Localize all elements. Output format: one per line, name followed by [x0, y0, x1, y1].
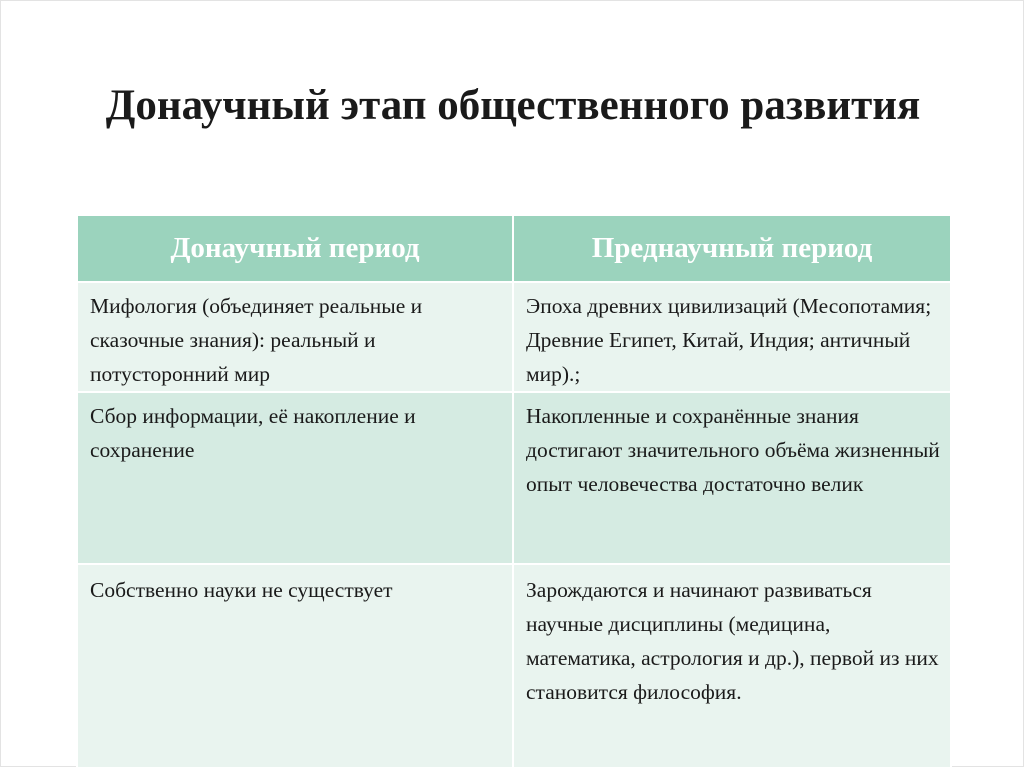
table-cell: Мифология (объединяет реальные и сказочные знания): реальный и потусторонний мир: [77, 282, 513, 392]
table-row: [77, 282, 951, 392]
comparison-table: [76, 214, 952, 767]
table-cell: Собственно науки не существует: [77, 564, 513, 767]
table-cell: Эпоха древних цивилизаций (Месопотамия; Древние Египет, Китай, Индия; античный мир).;: [513, 282, 951, 392]
header-prescientific-period: Донаучный период: [77, 215, 513, 282]
table-row: [77, 564, 951, 767]
table-header-row: [77, 215, 951, 282]
header-protoscientific-period: Преднаучный период: [513, 215, 951, 282]
table-row: [77, 392, 951, 564]
table-cell: Зарождаются и начинают развиваться научные дисциплины (медицина, математика, астрология и др.), первой из них становится философия.: [513, 564, 951, 767]
table-cell: Накопленные и сохранённые знания достигают значительного объёма жизненный опыт человечества достаточно велик: [513, 392, 951, 564]
table-cell: Сбор информации, её накопление и сохранение: [77, 392, 513, 564]
slide-title: Донаучный этап общественного развития: [105, 82, 921, 129]
